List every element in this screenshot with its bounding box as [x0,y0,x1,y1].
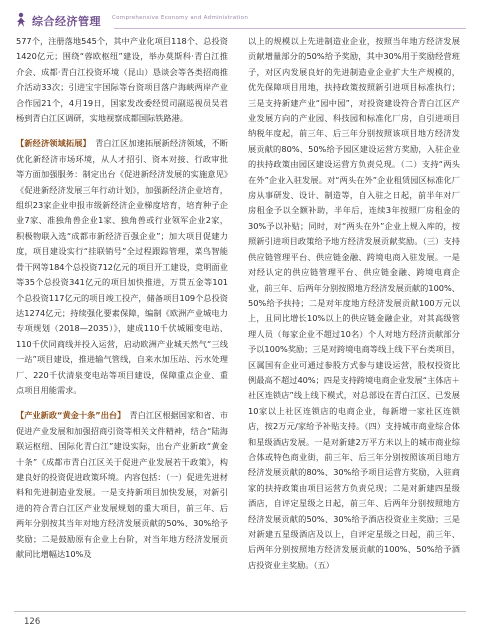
section-heading: 【产业新政“黄金十条”出台】 [16,410,122,421]
figure-logo-icon [14,12,28,28]
footer-rule [14,611,466,612]
paragraph: 577个，注册落地545个，其中产业化项目118个、总投资1420亿元；围绕“蓉欧枢纽”建设，举办莫斯科·青白江推介会、成都·青白江投资环境（昆山）恳谈会等各类招商推介活动33次；引进宝宇国际等台资项目落户海峡两岸产业合作园21个，4月19日，国家发改委经贸司副巡视员吴君杨到青白江区调研，实地视察成都国际铁路港。 [16,36,228,124]
section-heading: 【新经济领域拓展】 [16,138,87,149]
paragraph-text: 青白江区加速拓展新经济领域，不断优化新经济市场环境，从人才招引、资本对接、行政审批等方面加强服务：制定出台《促进新经济发展的实施意见》《促进新经济发展三年行动计划》，加强新经济企业培育，组织23家企业申报市级新经济企业梯度培育，培育种子企业7家、准独角兽企业1家、独角兽或行业领军企业2家，积极物联入选“成都市新经济百强企业”；加大项目促建力度，项目建设实行“挂联销号”全过程跟踪管理，菜鸟智能骨干网等184个总投资712亿元的项目开工建设，竞明面业等35个总投资341亿元的项目加快推进，万贯五金等101个总投资117亿元的项目竣工投产，储备项目109个总投资达1274亿元；持续强化要素保障，编制《欧洲产业城电力专项规划（2018—2035）》，建成110千伏城厢变电站、110千伏同商线并投入运营，启动欧洲产业城天然气“三线一站”项目建设，推进输气管线，自来水加压站、污水处理厂、220千伏清泉变电站等项目建设，保障重点企业、重点项目用能需求。 [16,138,228,395]
paragraph-text: 青白江区根据国家和省、市促进产业发展和加强招商引资等相关文件精神，结合“陆海联运枢纽、国际化青白江”建设实际，出台产业新政“黄金十条”《成都市青白江区关于促进产业发展若干政策》，构建良好的投资促进政策环境。内容包括：（一）促进先进材料和先进制造业发展。一是支持新项目加快发展，对新引进的符合青白江区产业发展规划的重大项目，前三年、后两年分别按其当年对地方经济发展贡献的50%、30%给予奖励；二是鼓励原有企业上台阶，对当年地方经济发展贡献同比增幅达10%及 [16,410,228,559]
right-column [248,34,460,608]
paragraph [16,408,228,562]
section-subtitle-en: Comprehensive Economy and Administration [112,15,249,21]
paragraph: 以上的规模以上先进制造业企业，按照当年地方经济发展贡献增量部分的50%给予奖励，其中30%用于奖励经营班子，对区内发展良好的先进制造业企业扩大生产规模的，优先保障项目用地，扶持政策按照新引进项目标准执行；三是支持新建产业“园中园”，对投资建设符合青白江区产业发展方向的产业园、科技园和标准化厂房，自引进项目纳税年度起，前三年、后三年分别按照该项目地方经济发展贡献的80%、50%给予园区建设运营方奖励，入驻企业的扶持政策由园区建设运营方负责兑现。（二）支持“两头在外”企业入驻发展。对“两头在外”企业租赁园区标准化厂房从事研发、设计、制造等，自入驻之日起，前半年对厂房租金予以全额补助，半年后，连续3年按照厂房租金的30%予以补贴；同时，对“两头在外”企业上规入库的，按照新引进项目政策给予地方经济发展贡献奖励。（三）支持供应链管理平台、供应链金融、跨境电商入驻发展。一是对经认定的供应链管理平台、供应链金融、跨境电商企业，前三年、后两年分别按照地方经济发展贡献的100%、50%给予扶持；二是对年度地方经济发展贡献100万元以上，且同比增长10%以上的供应链金融企业，对其高级管理人员（每家企业不超过10名）个人对地方经济贡献部分予以100%奖励；三是对跨境电商等线上线下平台类项目，区属国有企业可通过参股方式参与建设运营，股权投资比例最高不超过40%；四是支持跨境电商企业发展“主体店＋社区连锁店”线上线下模式，对总部设在青白江区、已发展10家以上社区连锁店的电商企业，每新增一家社区连锁店，按2万元/家给予补贴支持。（四）支持城市商业综合体和星级酒店发展。一是对新建2万平方米以上的城市商业综合体或特色商业街，前三年、后三年分别按照该项目地方经济发展贡献的80%、30%给予项目运营方奖励，入驻商家的扶持政策由项目运营方负责兑现；二是对新建四星级酒店，自评定星级之日起，前三年、后两年分别按照地方经济发展贡献的50%、30%给予酒店投资业主奖励；三是对新建五星级酒店及以上，自评定星级之日起，前三年、后两年分别按照地方经济发展贡献的100%、50%给予酒店投资业主奖励。（五） [248,36,460,570]
section-title: 综合经济管理 [32,15,101,28]
page-number: 126 [24,617,41,627]
left-column [16,34,228,608]
page-header [14,8,466,34]
paragraph [16,136,228,398]
header-rule [114,28,466,29]
